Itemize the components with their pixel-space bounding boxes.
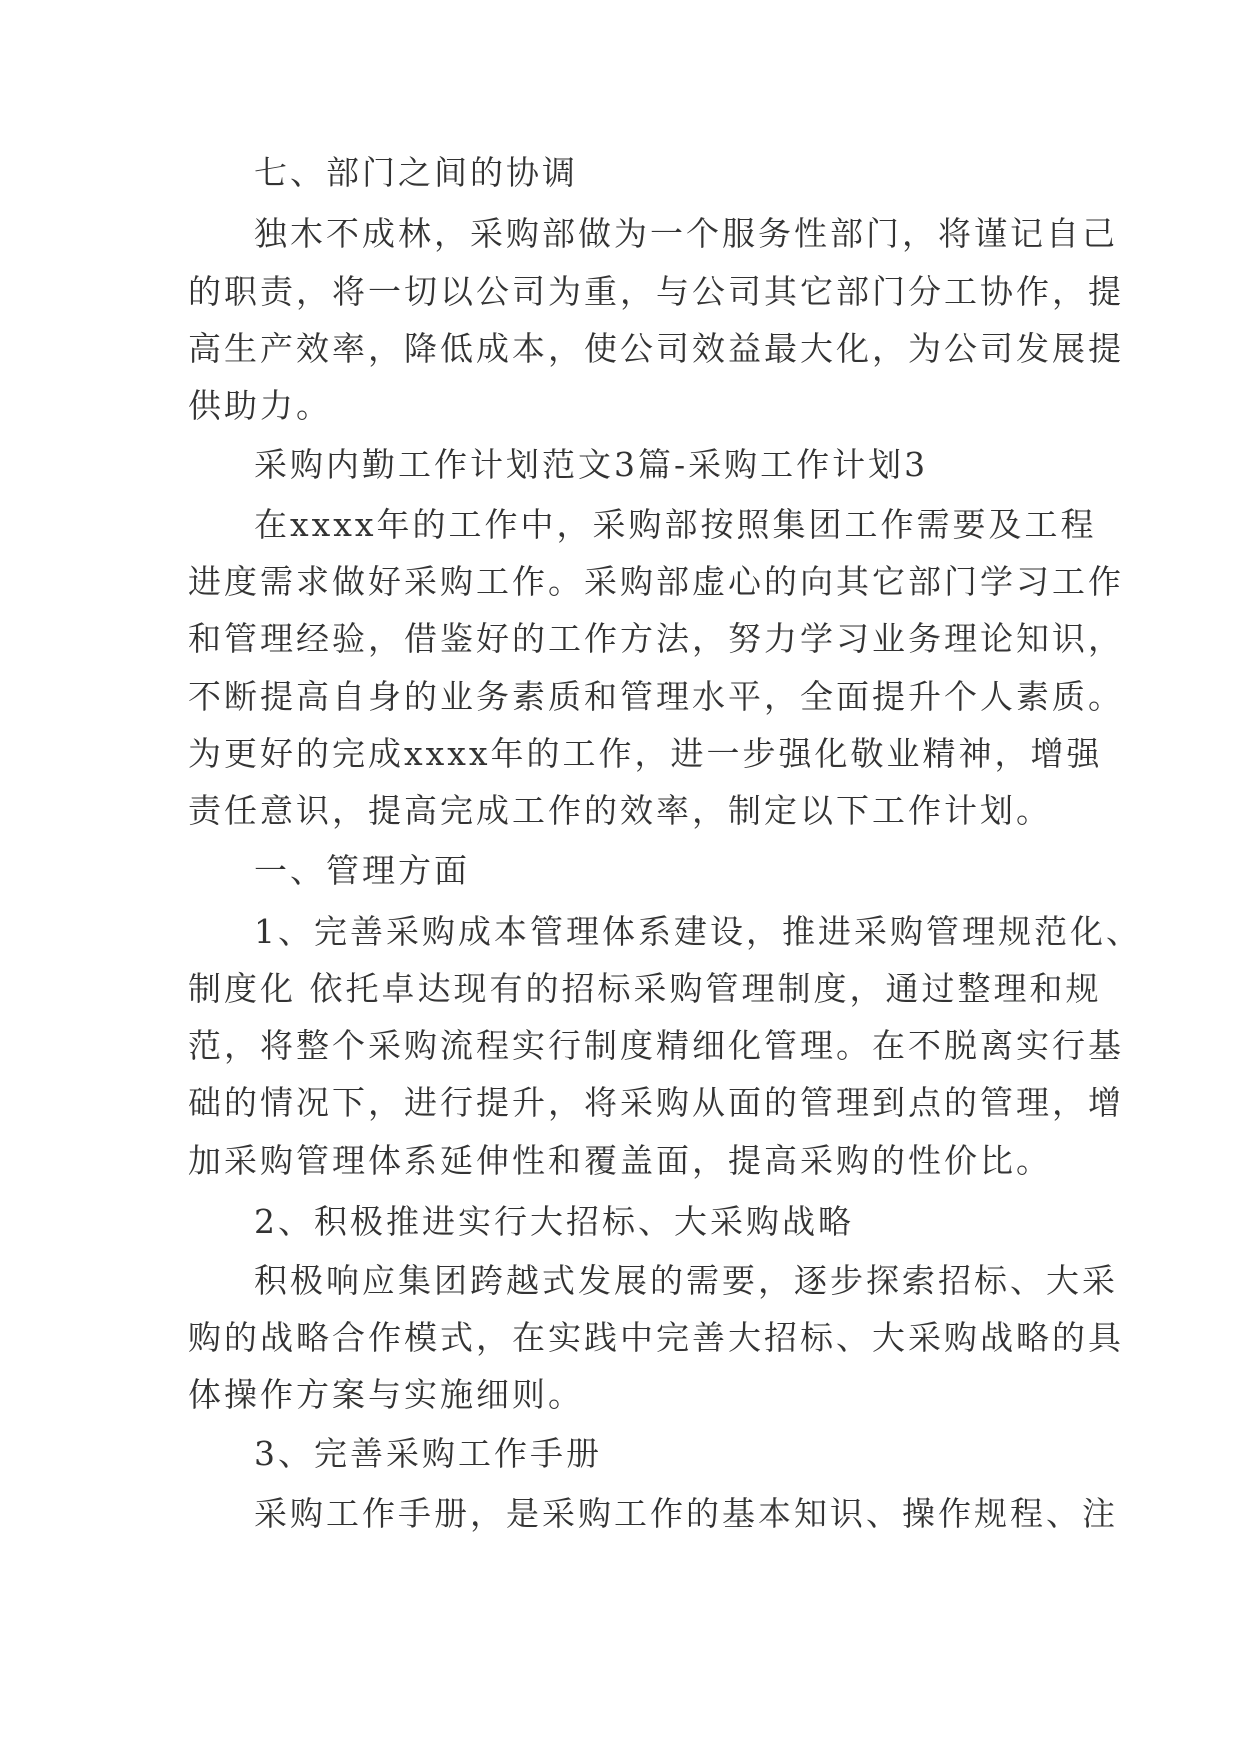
paragraph-line: 责任意识，提高完成工作的效率，制定以下工作计划。: [188, 791, 1052, 830]
paragraph-line: 在xxxx年的工作中，采购部按照集团工作需要及工程: [254, 505, 1097, 544]
paragraph-line: 范，将整个采购流程实行制度精细化管理。在不脱离实行基: [188, 1026, 1124, 1065]
section-heading: 2、积极推进实行大招标、大采购战略: [254, 1202, 854, 1241]
article-title: 采购内勤工作计划范文3篇-采购工作计划3: [254, 445, 929, 484]
paragraph-line: 进度需求做好采购工作。采购部虚心的向其它部门学习工作: [188, 562, 1124, 601]
paragraph-line: 体操作方案与实施细则。: [188, 1375, 584, 1414]
paragraph-line: 积极响应集团跨越式发展的需要，逐步探索招标、大采: [254, 1261, 1118, 1300]
paragraph-line: 购的战略合作模式，在实践中完善大招标、大采购战略的具: [188, 1318, 1124, 1357]
paragraph-line: 础的情况下，进行提升，将采购从面的管理到点的管理，增: [188, 1083, 1124, 1122]
paragraph-line: 制度化 依托卓达现有的招标采购管理制度，通过整理和规: [188, 969, 1102, 1008]
paragraph-line: 独木不成林，采购部做为一个服务性部门，将谨记自己: [254, 214, 1118, 253]
section-heading: 一、管理方面: [254, 851, 470, 890]
paragraph-line: 1、完善采购成本管理体系建设，推进采购管理规范化、: [254, 912, 1142, 951]
paragraph-line: 供助力。: [188, 386, 332, 425]
section-heading: 七、部门之间的协调: [254, 153, 578, 192]
section-heading: 3、完善采购工作手册: [254, 1434, 602, 1473]
paragraph-line: 为更好的完成xxxx年的工作，进一步强化敬业精神，增强: [188, 734, 1103, 773]
paragraph-line: 高生产效率，降低成本，使公司效益最大化，为公司发展提: [188, 329, 1124, 368]
paragraph-line: 不断提高自身的业务素质和管理水平，全面提升个人素质。: [188, 677, 1124, 716]
paragraph-line: 采购工作手册，是采购工作的基本知识、操作规程、注: [254, 1494, 1118, 1533]
paragraph-line: 和管理经验，借鉴好的工作方法，努力学习业务理论知识，: [188, 619, 1124, 658]
paragraph-line: 加采购管理体系延伸性和覆盖面，提高采购的性价比。: [188, 1141, 1052, 1180]
paragraph-line: 的职责，将一切以公司为重，与公司其它部门分工协作，提: [188, 272, 1124, 311]
